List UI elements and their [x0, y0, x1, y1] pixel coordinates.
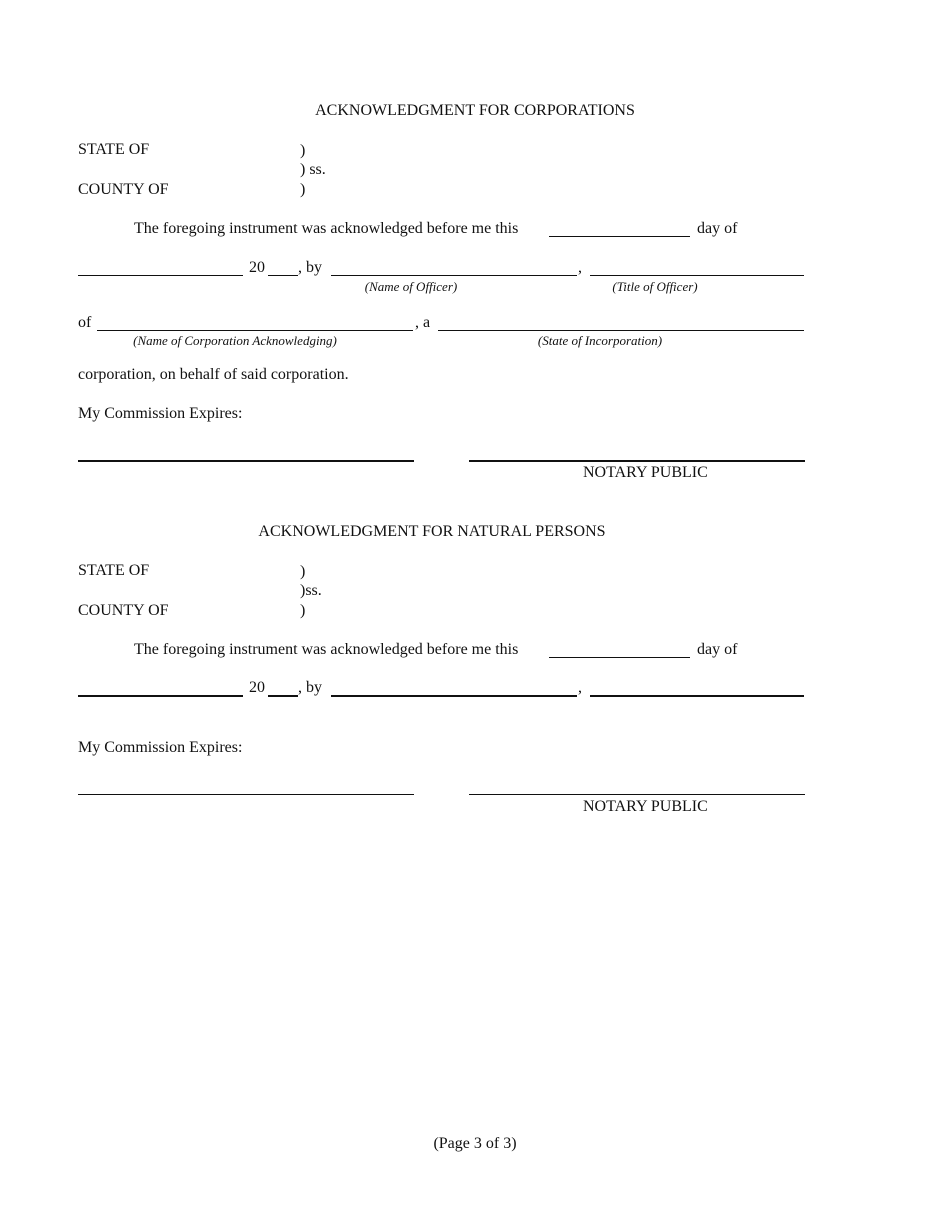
natural-year-blank[interactable]: [268, 695, 298, 697]
natural-state-paren: ): [300, 563, 306, 580]
corp-corporation-name-blank[interactable]: [97, 330, 413, 331]
corp-year-blank[interactable]: [268, 275, 298, 276]
natural-year-prefix: 20: [249, 679, 265, 696]
corp-notary-public-label: NOTARY PUBLIC: [583, 464, 708, 481]
natural-county-paren: ): [300, 602, 306, 619]
corp-notary-signature-line[interactable]: [469, 460, 805, 462]
corp-title-of-officer-caption: (Title of Officer): [612, 279, 698, 294]
corp-day-of: day of: [697, 220, 738, 237]
natural-commission-expiry-line[interactable]: [78, 794, 414, 795]
corp-year-prefix: 20: [249, 259, 265, 276]
corp-officer-name-blank[interactable]: [331, 275, 577, 276]
corp-commission-expiry-line[interactable]: [78, 460, 414, 462]
corp-state-of-incorp-caption: (State of Incorporation): [537, 333, 663, 348]
corp-behalf-text: corporation, on behalf of said corporation.: [78, 366, 349, 383]
corp-title: ACKNOWLEDGMENT FOR CORPORATIONS: [315, 102, 635, 119]
natural-comma: ,: [578, 679, 582, 696]
corp-commission-label: My Commission Expires:: [78, 405, 243, 422]
natural-notary-public-label: NOTARY PUBLIC: [583, 798, 708, 815]
natural-month-blank[interactable]: [78, 695, 243, 697]
natural-second-blank[interactable]: [590, 695, 804, 697]
corp-county-label: COUNTY OF: [78, 181, 169, 198]
natural-state-label: STATE OF: [78, 562, 150, 579]
natural-county-label: COUNTY OF: [78, 602, 169, 619]
corp-ss: ) ss.: [300, 161, 326, 178]
natural-title: ACKNOWLEDGMENT FOR NATURAL PERSONS: [258, 523, 606, 540]
corp-officer-title-blank[interactable]: [590, 275, 804, 276]
natural-by: , by: [298, 679, 322, 696]
page-number: (Page 3 of 3): [433, 1135, 517, 1152]
corp-county-paren: ): [300, 181, 306, 198]
natural-notary-signature-line[interactable]: [469, 794, 805, 795]
corp-name-of-officer-caption: (Name of Officer): [364, 279, 458, 294]
corp-state-label: STATE OF: [78, 141, 150, 158]
corp-of: of: [78, 314, 92, 331]
corp-officer-comma: ,: [578, 259, 582, 276]
corp-state-paren: ): [300, 142, 306, 159]
corp-a: , a: [415, 314, 431, 331]
corp-intro-text: The foregoing instrument was acknowledged before me this: [134, 220, 519, 237]
corp-month-blank[interactable]: [78, 275, 243, 276]
natural-day-blank[interactable]: [549, 657, 690, 658]
natural-ss: )ss.: [300, 582, 322, 599]
corp-state-of-incorporation-blank[interactable]: [438, 330, 804, 331]
corp-by: , by: [298, 259, 322, 276]
corp-name-of-corp-caption: (Name of Corporation Acknowledging): [133, 333, 337, 348]
corp-day-blank[interactable]: [549, 236, 690, 237]
natural-commission-label: My Commission Expires:: [78, 739, 243, 756]
natural-person-name-blank[interactable]: [331, 695, 577, 697]
natural-intro-text: The foregoing instrument was acknowledged before me this: [134, 641, 519, 658]
natural-day-of: day of: [697, 641, 738, 658]
